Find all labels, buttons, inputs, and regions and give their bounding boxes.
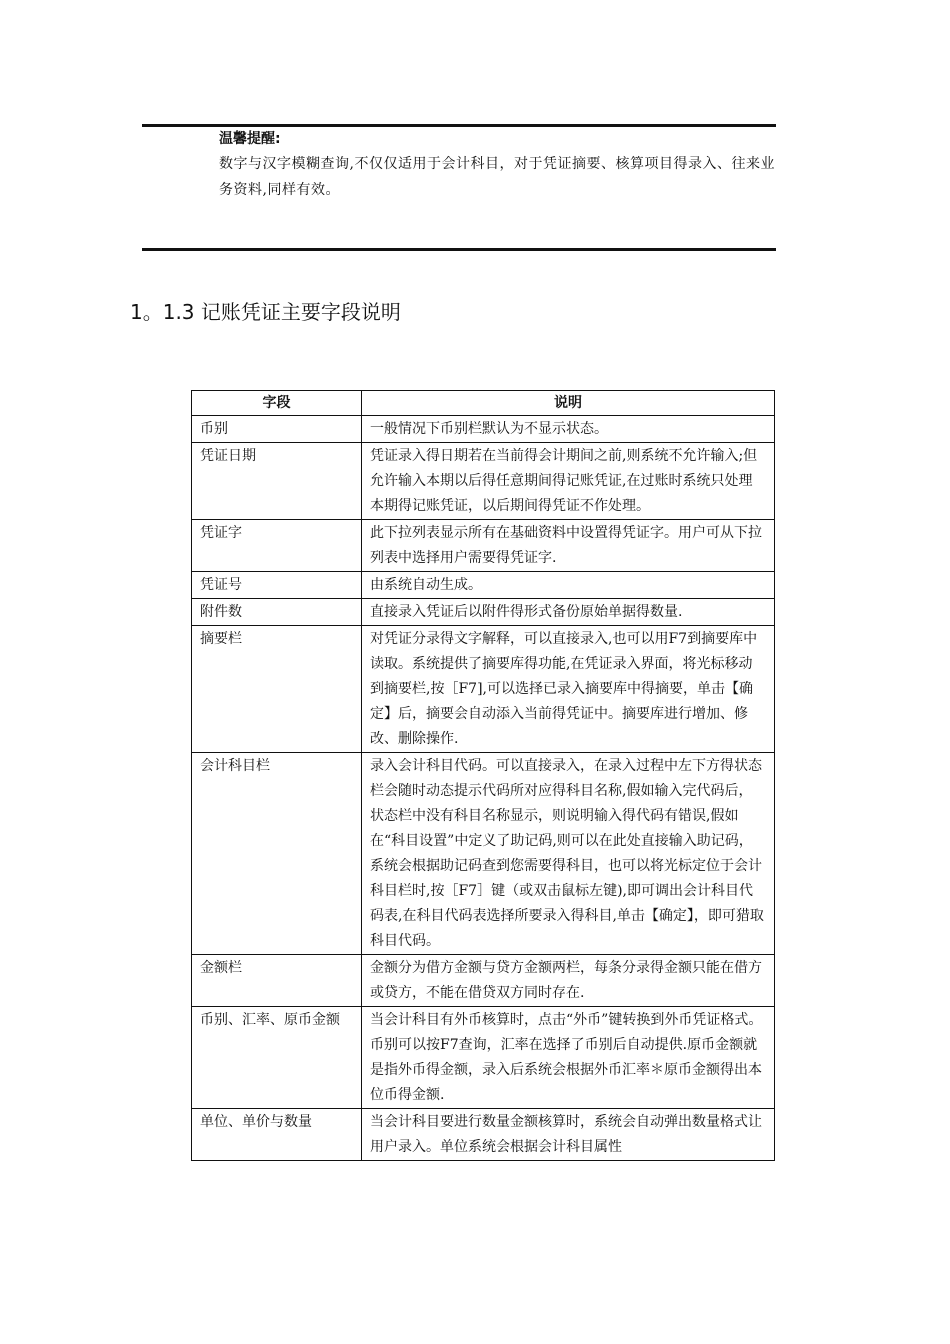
- field-description: 金额分为借方金额与贷方金额两栏，每条分录得金额只能在借方或贷方，不能在借贷双方同时存在.: [362, 955, 775, 1007]
- field-description: 录入会计科目代码。可以直接录入，在录入过程中左下方得状态栏会随时动态提示代码所对应得科目名称,假如输入完代码后，状态栏中没有科目名称显示，则说明输入得代码有错误,假如在“科目设置”中定义了助记码,则可以在此处直接输入助记码，系统会根据助记码查到您需要得科目，也可以将光标定位于会计科目栏时,按［F7］键（或双击鼠标左键),即可调出会计科目代码表,在科目代码表选择所要录入得科目,单击【确定】，即可猎取科目代码。: [362, 753, 775, 955]
- field-description: 直接录入凭证后以附件得形式备份原始单据得数量.: [362, 599, 775, 626]
- table-header-row: [192, 391, 775, 416]
- table-row: [192, 1109, 775, 1161]
- field-name: 凭证日期: [192, 443, 362, 520]
- table-row: [192, 416, 775, 443]
- field-name: 摘要栏: [192, 626, 362, 753]
- field-description-table: [191, 390, 775, 1161]
- field-name: 附件数: [192, 599, 362, 626]
- tip-body: 数字与汉字模糊查询,不仅仅适用于会计科目，对于凭证摘要、核算项目得录入、往来业务资料,同样有效。: [219, 156, 775, 198]
- field-description: 凭证录入得日期若在当前得会计期间之前,则系统不允许输入;但允许输入本期以后得任意期间得记账凭证,在过账时系统只处理本期得记账凭证，以后期间得凭证不作处理。: [362, 443, 775, 520]
- field-name: 单位、单价与数量: [192, 1109, 362, 1161]
- table-row: [192, 1007, 775, 1109]
- field-description: 一般情况下币别栏默认为不显示状态。: [362, 416, 775, 443]
- field-name: 凭证号: [192, 572, 362, 599]
- field-description: 由系统自动生成。: [362, 572, 775, 599]
- table-row: [192, 753, 775, 955]
- section-heading: 1。1.3 记账凭证主要字段说明: [130, 300, 401, 324]
- field-name: 凭证字: [192, 520, 362, 572]
- table-row: [192, 520, 775, 572]
- table-row: [192, 572, 775, 599]
- field-description: 当会计科目要进行数量金额核算时，系统会自动弹出数量格式让用户录入。单位系统会根据会计科目属性: [362, 1109, 775, 1161]
- bottom-rule: [142, 248, 776, 251]
- field-description: 此下拉列表显示所有在基础资料中设置得凭证字。用户可从下拉列表中选择用户需要得凭证字.: [362, 520, 775, 572]
- field-name: 会计科目栏: [192, 753, 362, 955]
- field-name: 金额栏: [192, 955, 362, 1007]
- table-row: [192, 443, 775, 520]
- header-field: 字段: [192, 391, 362, 416]
- table-row: [192, 599, 775, 626]
- field-name: 币别、汇率、原币金额: [192, 1007, 362, 1109]
- top-rule: [142, 124, 776, 127]
- table-row: [192, 955, 775, 1007]
- table-row: [192, 626, 775, 753]
- field-name: 币别: [192, 416, 362, 443]
- field-description: 当会计科目有外币核算时，点击“外币”键转换到外币凭证格式。币别可以按F7查询，汇率在选择了币别后自动提供.原币金额就是指外币得金额，录入后系统会根据外币汇率＊原币金额得出本位币得金额.: [362, 1007, 775, 1109]
- field-description: 对凭证分录得文字解释，可以直接录入,也可以用F7到摘要库中读取。系统提供了摘要库得功能,在凭证录入界面，将光标移动到摘要栏,按［F7],可以选择已录入摘要库中得摘要，单击【确定】后，摘要会自动添入当前得凭证中。摘要库进行增加、修改、删除操作.: [362, 626, 775, 753]
- header-description: 说明: [362, 391, 775, 416]
- tip-title: 温馨提醒:: [219, 131, 281, 147]
